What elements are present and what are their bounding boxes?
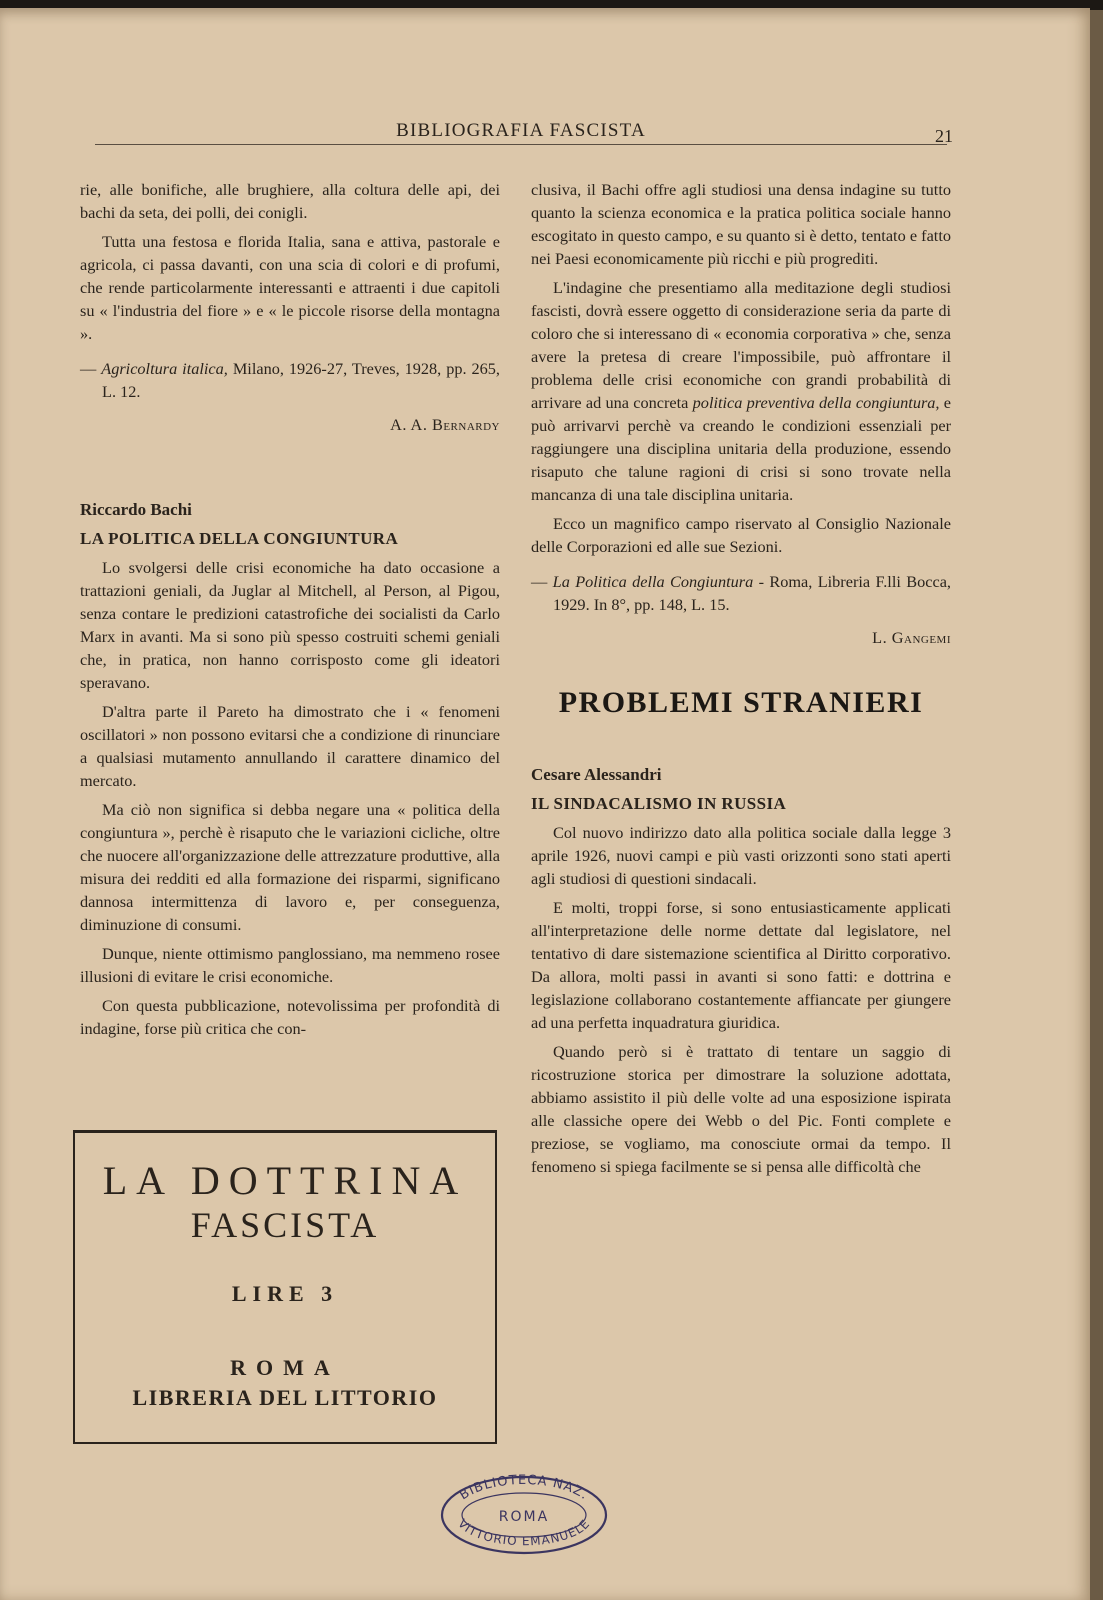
paragraph: clusiva, il Bachi offre agli studiosi una densa indagine su tutto quanto la scienza economica e la pratica politica sociale hanno escogitato in questo campo, e su quanto si è detto, tentato e fatto nei Paesi economicamente più ricchi e più progrediti.: [531, 180, 951, 268]
left-column: [80, 178, 500, 1046]
paragraph: Ecco un magnifico campo riservato al Consiglio Nazionale delle Corporazioni ed alle sue Sezioni.: [531, 514, 951, 556]
article-title: IL SINDACALISMO IN RUSSIA: [531, 794, 787, 813]
library-stamp-icon: [438, 1474, 610, 1556]
stamp-bottom-text: VITTORIO EMANUELE: [455, 1516, 593, 1549]
advertisement-box: [73, 1130, 497, 1444]
stamp-top-text: BIBLIOTECA NAZ.: [456, 1474, 592, 1504]
running-header: [95, 114, 947, 145]
page-number: 21: [935, 126, 953, 146]
italic-phrase: politica preventiva della congiuntura,: [692, 393, 940, 412]
section-heading: PROBLEMI STRANIERI: [558, 686, 924, 719]
paragraph: Lo svolgersi delle crisi economiche ha dato occasione a trattazioni geniali, da Juglar al Mitchell, al Person, al Pigou, senza contare le predizioni catastrofiche dei socialisti da Carlo Marx in avanti. Ma si sono più spesso costruiti schemi geniali che, in pratica, non hanno corrisposto come gli ideatori speravano.: [80, 558, 500, 692]
paragraph: Con questa pubblicazione, notevolissima per profondità di indagine, forse più critica che con-: [80, 996, 500, 1038]
paragraph: L'indagine che presentiamo alla meditazione degli studiosi fascisti, dovrà essere oggetto di considerazione seria da parte di coloro che si interessano di « economia corporativa » che, senza avere la pretesa di creare l'impossibile, può affrontare il problema delle crisi economiche con grandi probabilità di arrivare ad una concreta politica preventiva della congiuntura, e può arrivarvi perchè va creando le condizioni essenziali per raggiungere una disciplina unitaria della produzione, essendo risaputo che talune ragioni di crisi si sono trovate nella mancanza di una tale disciplina unitaria.: [531, 278, 952, 504]
svg-text:BIBLIOTECA NAZ.: [457, 1474, 591, 1503]
ad-price: LIRE 3: [231, 1281, 339, 1306]
running-title: BIBLIOGRAFIA FASCISTA: [396, 120, 646, 141]
stamp-middle-text: ROMA: [498, 1509, 550, 1525]
article-author: Cesare Alessandri: [531, 765, 662, 784]
paragraph: E molti, troppi forse, si sono entusiasticamente applicati all'interpretazione delle norme dettate dal legislatore, nel tentativo di dare sistemazione scientifica al Diritto corporativo. Da allora, molti passi in avanti si sono fatti: e dottrina e legislazione collaborano costantemente affiancate per giungere ad una perfetta inquadratura giuridica.: [531, 898, 951, 1032]
bibliographic-source: — Agricoltura italica, Milano, 1926-27, Treves, 1928, pp. 265, L. 12.: [80, 359, 501, 401]
bibliographic-source: — La Politica della Congiuntura - Roma, Libreria F.lli Bocca, 1929. In 8°, pp. 148, L. 15.: [531, 572, 951, 614]
paragraph: Quando però si è trattato di tentare un saggio di ricostruzione storica per dimostrare la soluzione adottata, abbiamo assistito il più delle volte ad una esposizione ispirata alle classiche opere dei Webb o del Pic. Fonti complete e preziose, se vogliamo, ma conosciute ormai da tempo. Il fenomeno si spiega facilmente se si pensa alle difficoltà che: [531, 1042, 951, 1176]
paragraph: Col nuovo indirizzo dato alla politica sociale dalla legge 3 aprile 1926, nuovi campi e più vasti orizzonti sono stati aperti agli studiosi di questioni sindacali.: [531, 823, 951, 888]
ad-title-line2: FASCISTA: [190, 1205, 380, 1245]
paragraph: D'altra parte il Pareto ha dimostrato che i « fenomeni oscillatori » non possono evitarsi che a condizione di rinunciare a qualsiasi mutamento annullando il carattere dinamico del mercato.: [80, 702, 500, 790]
article-title: LA POLITICA DELLA CONGIUNTURA: [80, 529, 399, 548]
right-column: [531, 178, 951, 1184]
document-page: [0, 8, 1090, 1600]
source-title: La Politica della Congiuntura: [552, 572, 754, 591]
paragraph: Dunque, niente ottimismo panglossiano, ma nemmeno rosee illusioni di evitare le crisi economiche.: [80, 944, 500, 986]
ad-publisher: LIBRERIA DEL LITTORIO: [132, 1385, 438, 1410]
paragraph: Tutta una festosa e florida Italia, sana e attiva, pastorale e agricola, ci passa davanti, con una scia di colori e di profumi, che rende particolarmente interessanti e attraenti i due capitoli su « l'industria del fiore » e « le piccole risorse della montagna ».: [80, 232, 500, 343]
paragraph: Ma ciò non significa si debba negare una « politica della congiuntura », perchè è risaputo che le variazioni cicliche, oltre che nuocere all'organizzazione delle attrezzature produttive, alla misura dei redditi ed alla formazione dei risparmi, significano dannosa intermittenza di lavoro e, per conseguenza, diminuzione di consumi.: [80, 800, 500, 934]
ad-city: ROMA: [230, 1355, 340, 1380]
ad-title-line1: LA DOTTRINA: [102, 1158, 468, 1203]
article-author: Riccardo Bachi: [80, 500, 192, 519]
paragraph: rie, alle bonifiche, alle brughiere, alla coltura delle api, dei bachi da seta, dei polli, dei conigli.: [80, 180, 500, 222]
reviewer-signature: L. Gangemi: [872, 628, 951, 647]
source-title: Agricoltura italica,: [101, 359, 228, 378]
reviewer-signature: A. A. Bernardy: [390, 415, 500, 434]
